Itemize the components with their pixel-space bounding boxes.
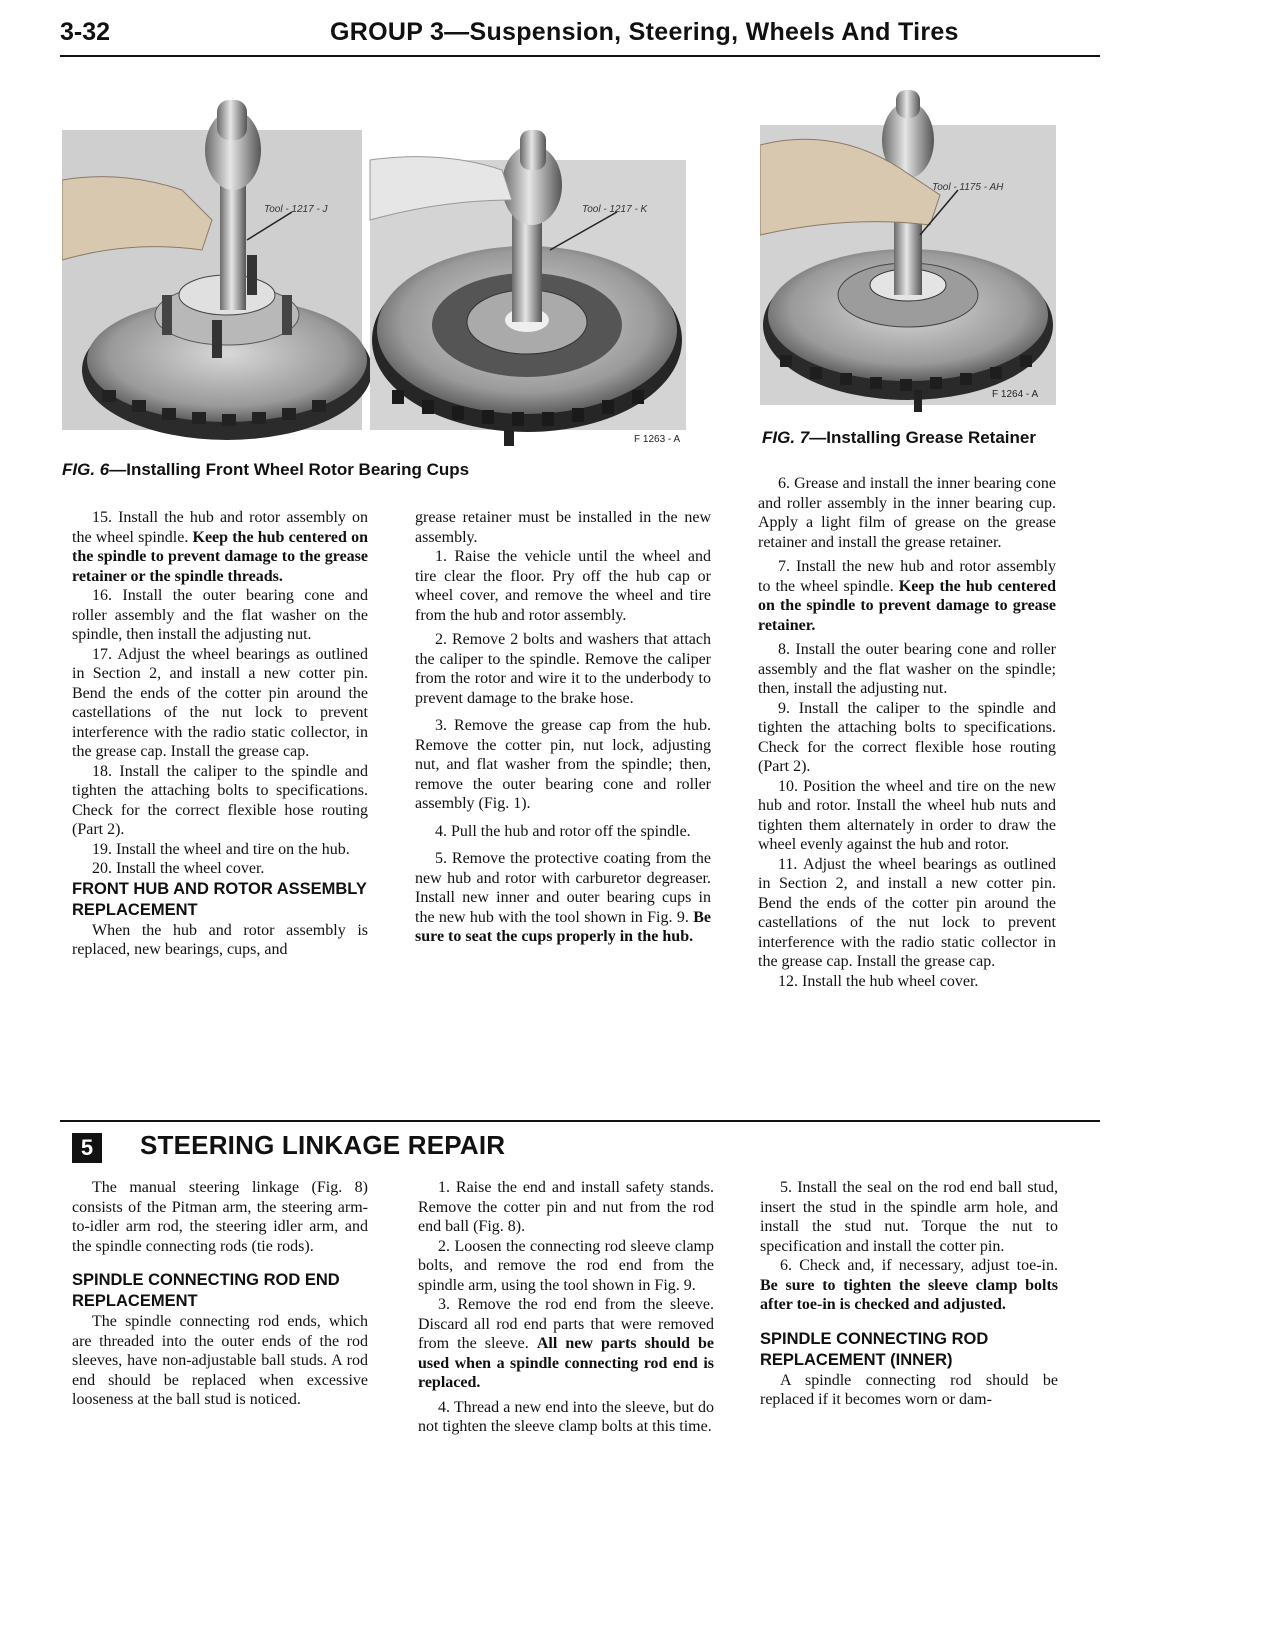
section5-column-1 [72, 1178, 368, 1410]
step-5: 5. Remove the protective coating from the new hub and rotor with carburetor degreaser. Install new inner and outer bearing cups in the new hub with the tool shown in Fig. 9. Be sure to seat the cups properly in the hub. [415, 850, 711, 945]
step-2: 2. Remove 2 bolts and washers that attach the caliper to the spindle. Remove the caliper from the rotor and wire it to the underbody to prevent damage to the brake hose. [415, 631, 711, 707]
rod-end-step-1: 1. Raise the end and install safety stands. Remove the cotter pin and nut from the rod end ball (Fig. 8). [418, 1179, 714, 1235]
fig7-id: F 1264 - A [992, 389, 1039, 400]
rod-end-step-4: 4. Thread a new end into the sleeve, but do not tighten the sleeve clamp bolts at this time. [418, 1398, 714, 1435]
rod-end-step-2: 2. Loosen the connecting rod sleeve clamp bolts, and remove the rod end from the spindle arm, using the tool shown in Fig. 9. [418, 1237, 714, 1294]
hub-rotor-intro: When the hub and rotor assembly is replaced, new bearings, cups, and [72, 921, 368, 958]
rod-end-step-6: 6. Check and, if necessary, adjust toe-in. Be sure to tighten the sleeve clamp bolts after toe-in is checked and adjusted. [760, 1257, 1058, 1313]
fig7-tool-label: Tool - 1175 - AH [932, 182, 1004, 193]
fig6-tool-label-b: Tool - 1217 - K [582, 204, 648, 215]
page-number: 3-32 [60, 18, 111, 46]
rod-inner-intro: A spindle connecting rod should be replaced if it becomes worn or dam- [760, 1371, 1058, 1408]
step-20: 20. Install the wheel cover. [92, 860, 265, 877]
section-rule [60, 1120, 1100, 1122]
fig7-caption: FIG. 7—Installing Grease Retainer [762, 428, 1036, 447]
fig6-id: F 1263 - A [634, 434, 681, 445]
step-4: 4. Pull the hub and rotor off the spindle. [435, 822, 691, 840]
step-10: 10. Position the wheel and tire on the new hub and rotor. Install the wheel hub nuts and tighten them alternately in order to draw the wheel evenly against the hub and rotor. [758, 777, 1056, 853]
step-17: 17. Adjust the wheel bearings as outlined in Section 2, and install a new cotter pin. Bend the ends of the cotter pin around the castellations of the nut lock to prevent interference with the radio static collector, in the grease cap. Install the grease cap. [72, 645, 368, 760]
rod-end-step-5: 5. Install the seal on the rod end ball stud, insert the stud in the spindle arm hole, and install the stud nut. Torque the nut to specification and install the cotter pin. [760, 1179, 1058, 1255]
step-6: 6. Grease and install the inner bearing cone and roller assembly in the inner bearing cup. Apply a light film of grease on the grease retainer and install the grease retainer. [758, 475, 1056, 551]
step-1: 1. Raise the vehicle until the wheel and tire clear the floor. Pry off the hub cap or wheel cover, and remove the wheel and tire from the hub and rotor assembly. [415, 548, 711, 624]
fig6-tool-label-a: Tool - 1217 - J [264, 204, 328, 215]
step-11: 11. Adjust the wheel bearings as outlined in Section 2, and install a new cotter pin. Bend the ends of the cotter pin around the castellations of the nut lock to prevent interference with the radio static collector in the grease cap. Install the grease cap. [758, 855, 1056, 970]
header-rule [60, 55, 1100, 57]
page-title: GROUP 3—Suspension, Steering, Wheels And Tires [330, 18, 959, 46]
step-12: 12. Install the hub wheel cover. [778, 972, 979, 990]
text-column-2 [415, 508, 711, 947]
section-title: STEERING LINKAGE REPAIR [140, 1130, 506, 1160]
steering-linkage-intro: The manual steering linkage (Fig. 8) consists of the Pitman arm, the steering arm-to-idler arm rod, the steering idler arm, and the spindle connecting rods (tie rods). [72, 1179, 368, 1255]
step-9: 9. Install the caliper to the spindle and tighten the attaching bolts to specifications. Check for the correct flexible hose routing (Part 2). [758, 699, 1056, 775]
section-number-badge: 5 [72, 1133, 102, 1163]
text-column-1 [72, 508, 368, 960]
fig6-photo [62, 90, 702, 452]
step-16: 16. Install the outer bearing cone and roller assembly and the flat washer on the spindle, then install the adjusting nut. [72, 587, 368, 643]
text-column-3 [758, 474, 1056, 991]
section-heading-hub-rotor: FRONT HUB AND ROTOR ASSEMBLY REPLACEMENT [72, 879, 367, 919]
section5-column-2 [418, 1178, 714, 1437]
step-3: 3. Remove the grease cap from the hub. Remove the cotter pin, nut lock, adjusting nut, and flat washer from the spindle; then, remove the outer bearing cone and roller assembly (Fig. 1). [415, 717, 711, 812]
step-7: 7. Install the new hub and rotor assembly to the wheel spindle. Keep the hub centered on the spindle to prevent damage to grease retainer. [758, 558, 1056, 634]
step-15: 15. Install the hub and rotor assembly on the wheel spindle. Keep the hub centered on the spindle to prevent damage to the grease retainer or the spindle threads. [72, 509, 369, 585]
fig6-caption: FIG. 6—Installing Front Wheel Rotor Bearing Cups [62, 460, 470, 479]
rod-end-body: The spindle connecting rod ends, which are threaded into the outer ends of the rod sleeves, have non-adjustable ball studs. A rod end should be replaced when excessive looseness at the ball stud is noticed. [72, 1313, 368, 1408]
step-8: 8. Install the outer bearing cone and roller assembly and the flat washer on the spindle; then, install the adjusting nut. [758, 641, 1056, 697]
fig7-photo [760, 85, 1056, 420]
step-18: 18. Install the caliper to the spindle and tighten the attaching bolts to specifications. Check for the correct flexible hose routing (Part 2). [72, 762, 368, 838]
section-heading-rod-inner: SPINDLE CONNECTING ROD REPLACEMENT (INNER) [760, 1329, 989, 1369]
section-heading-rod-end: SPINDLE CONNECTING ROD END REPLACEMENT [72, 1271, 340, 1310]
hub-rotor-intro-cont: grease retainer must be installed in the new assembly. [415, 509, 711, 546]
rod-end-step-3: 3. Remove the rod end from the sleeve. Discard all rod end parts that were removed from the sleeve. All new parts should be used when a spindle connecting rod end is replaced. [418, 1296, 715, 1391]
step-19: 19. Install the wheel and tire on the hub. [92, 840, 350, 858]
section5-column-3 [760, 1178, 1058, 1410]
